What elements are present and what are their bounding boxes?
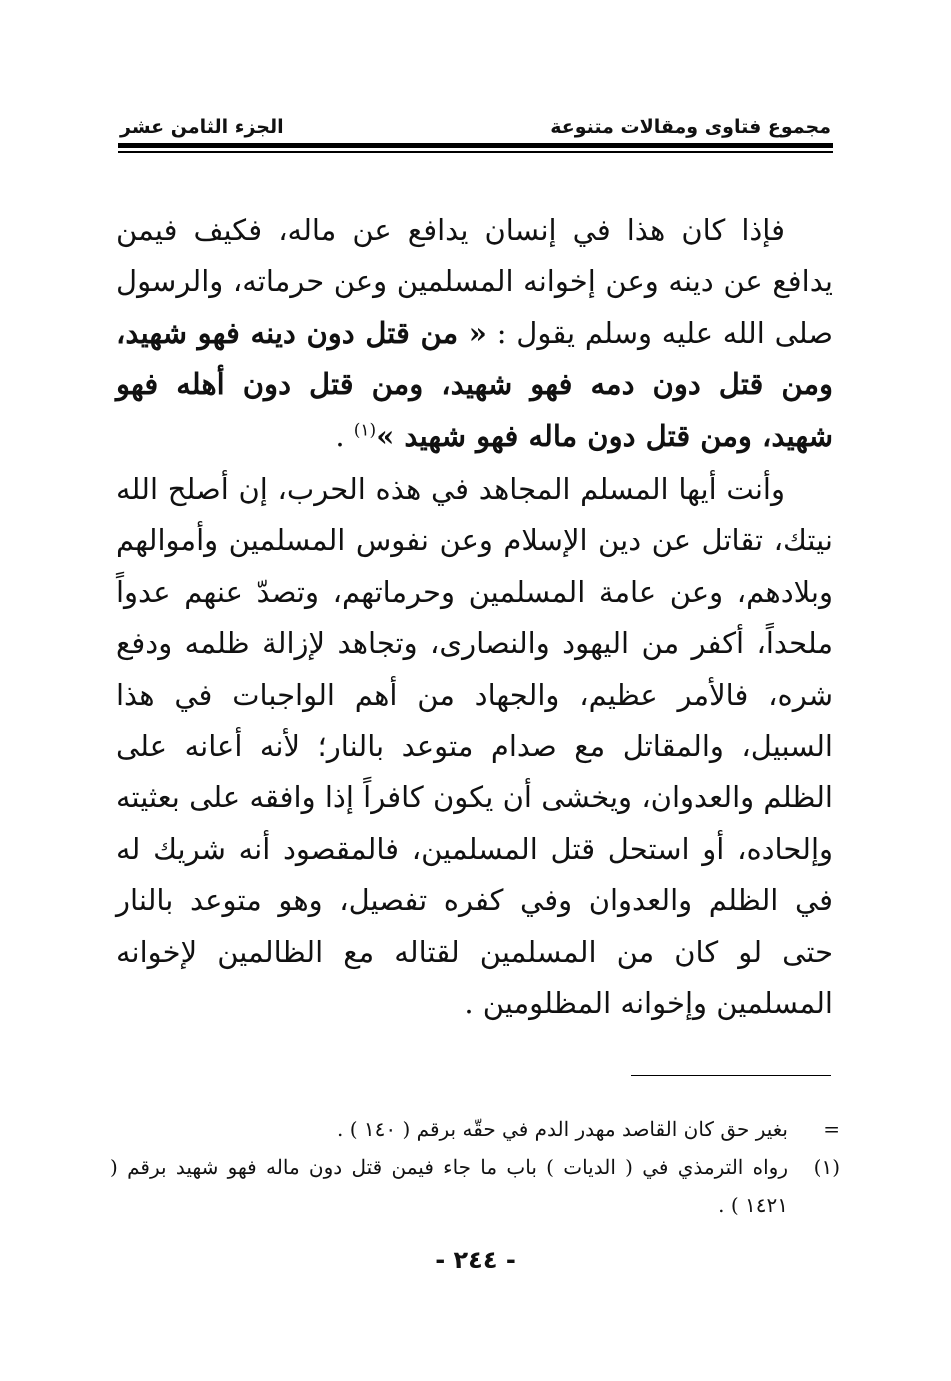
main-text	[116, 205, 833, 1030]
footnote-marker: =	[823, 1117, 840, 1141]
footnote-1	[110, 1148, 840, 1224]
footnote-text: بغير حق كان القاصد مهدر الدم في حقّه برقم ( ١٤٠ ) .	[337, 1117, 788, 1141]
footnotes	[110, 1110, 840, 1224]
paragraph-1	[116, 205, 833, 462]
paragraph-2: وأنت أيها المسلم المجاهد في هذه الحرب، إن أصلح الله نيتك، تقاتل عن دين الإسلام وعن نفوس المسلمين وأموالهم وبلادهم، وعن عامة المسلمين وحرماتهم، وتصدّ عنهم عدواً ملحداً، أكفر من اليهود والنصارى، وتجاهد لإزالة ظلمه ودفع شره، فالأمر عظيم، والجهاد من أهم الواجبات في هذا السبيل، والمقاتل مع صدام متوعد بالنار؛ لأنه أعانه على الظلم والعدوان، ويخشى أن يكون كافراً إذا وافقه على بعثيته وإلحاده، أو استحل قتل المسلمين، فالمقصود أنه شريك له في الظلم والعدوان وفي كفره تفصيل، وهو متوعد بالنار حتى لو كان من المسلمين لقتاله مع الظالمين لإخوانه المسلمين وإخوانه المظلومين .	[116, 472, 833, 1021]
footnote-marker: (١)	[813, 1155, 840, 1179]
paragraph-1-end: .	[335, 418, 345, 453]
running-header	[120, 112, 831, 142]
volume-label: الجزء الثامن عشر	[120, 116, 284, 138]
footnote-continuation	[110, 1110, 840, 1148]
footnote-reference[interactable]: (١)	[353, 419, 377, 440]
page-number: - ٢٤٤ -	[435, 1246, 516, 1274]
paragraph-1-text: فإذا كان هذا في إنسان يدافع عن ماله، فكيف فيمن يدافع عن دينه وعن إخوانه المسلمين وعن حرماته، والرسول صلى الله عليه وسلم يقول :	[116, 213, 833, 350]
footnote-text: رواه الترمذي في ( الديات ) باب ما جاء فيمن قتل دون ماله فهو شهيد برقم ( ١٤٢١ ) .	[110, 1155, 788, 1217]
book-title: مجموع فتاوى ومقالات متنوعة	[550, 116, 831, 138]
hadith-quote: « من قتل دون دينه فهو شهيد، ومن قتل دون دمه فهو شهيد، ومن قتل دون أهله فهو شهيد، ومن قتل دون ماله فهو شهيد »	[116, 315, 833, 453]
footnote-separator	[631, 1075, 831, 1076]
header-rule-thick	[118, 143, 833, 148]
header-rule-thin	[118, 151, 833, 153]
